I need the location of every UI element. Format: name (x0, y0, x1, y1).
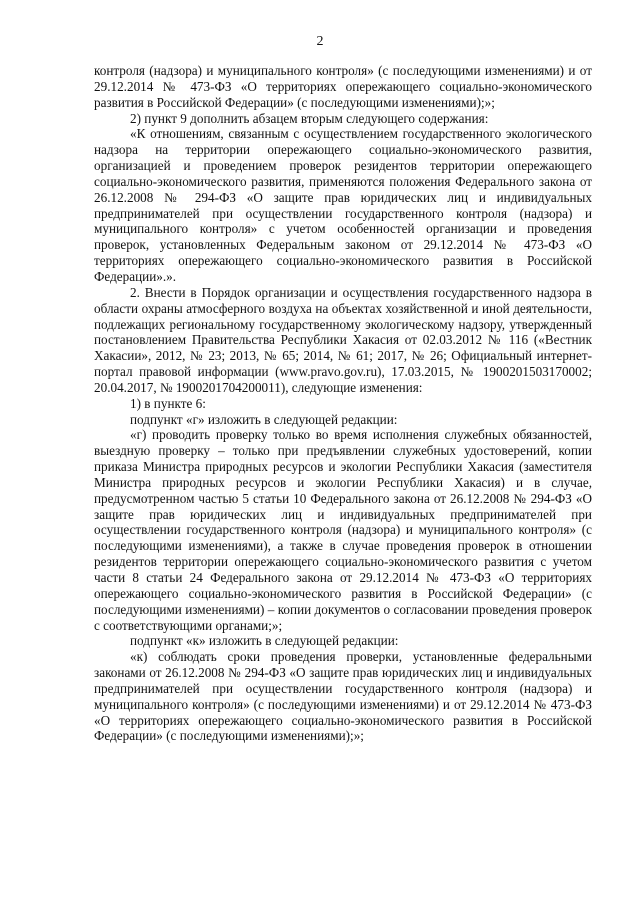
document-body (94, 63, 592, 744)
paragraph-quote-relations: «К отношениям, связанным с осуществлением государственного экологического надзора на территории опережающего социально-экономического развития, организацией и проведением проверок резидентов территории опережающего социально-экономического развития, применяются положения Федерального закона от 26.12.2008 № 294-ФЗ «О защите прав юридических лиц и индивидуальных предпринимателей при осуществлении государственного контроля (надзора) и муниципального контроля» с учетом особенностей организации и проведения проверок, установленных Федеральным законом от 29.12.2014 № 473-ФЗ «О территориях опережающего социально-экономического развития в Российской Федерации».». (94, 126, 592, 284)
paragraph-point-6: 1) в пункте 6: (130, 395, 206, 411)
paragraph-subpoint-k-intro: подпункт «к» изложить в следующей редакции: (130, 633, 399, 649)
page-number: 2 (316, 34, 324, 49)
paragraph-item-2: 2) пункт 9 дополнить абзацем вторым следующего содержания: (130, 110, 489, 126)
paragraph-section-2: 2. Внести в Порядок организации и осуществления государственного надзора в области охраны атмосферного воздуха на объектах хозяйственной и иной деятельности, подлежащих региональному государственному экологическому надзору, утвержденный постановлением Правительства Республики Хакасия от 02.03.2012 № 116 («Вестник Хакасии», 2012, № 23; 2013, № 65; 2014, № 61; 2017, № 26; Официальный интернет-портал правовой информации (www.pravo.gov.ru), 17.03.2015, № 1900201503170002; 20.04.2017, № 1900201704200011), следующие изменения: (94, 284, 592, 395)
paragraph-subpoint-k-text: «к) соблюдать сроки проведения проверки, установленные федеральными законами от 26.12.2008 № 294-ФЗ «О защите прав юридических лиц и индивидуальных предпринимателей при осуществлении государственного контроля (надзора) и муниципального контроля» (с последующими изменениями) и от 29.12.2014 № 473-ФЗ «О территориях опережающего социально-экономического развития в Российской Федерации» (с последующими изменениями);»; (94, 649, 592, 744)
paragraph-subpoint-g-text: «г) проводить проверку только во время исполнения служебных обязанностей, выездную проверку – только при предъявлении служебных удостоверений, копии приказа Министра природных ресурсов и экологии Республики Хакасия (заместителя Министра природных ресурсов и экологии Республики Хакасия) и в случае, предусмотренном частью 5 статьи 10 Федерального закона от 26.12.2008 № 294-ФЗ «О защите прав юридических лиц и индивидуальных предпринимателей при осуществлении государственного контроля (надзора) и муниципального контроля» (с последующими изменениями), а также в случае проведения проверок в отношении резидентов территории опережающего социально-экономического развития с учетом части 8 статьи 24 Федерального закона от 29.12.2014 № 473-ФЗ «О территориях опережающего социально-экономического развития в Российской Федерации» (с последующими изменениями) – копии документов о согласовании проведения проверок с соответствующими органами;»; (94, 427, 592, 633)
paragraph-continuation: контроля (надзора) и муниципального контроля» (с последующими изменениями) и от 29.12.2014 № 473-ФЗ «О территориях опережающего социально-экономического развития в Российской Федерации» (с последующими изменениями);»; (94, 63, 592, 110)
paragraph-subpoint-g-intro: подпункт «г» изложить в следующей редакции: (130, 411, 398, 427)
